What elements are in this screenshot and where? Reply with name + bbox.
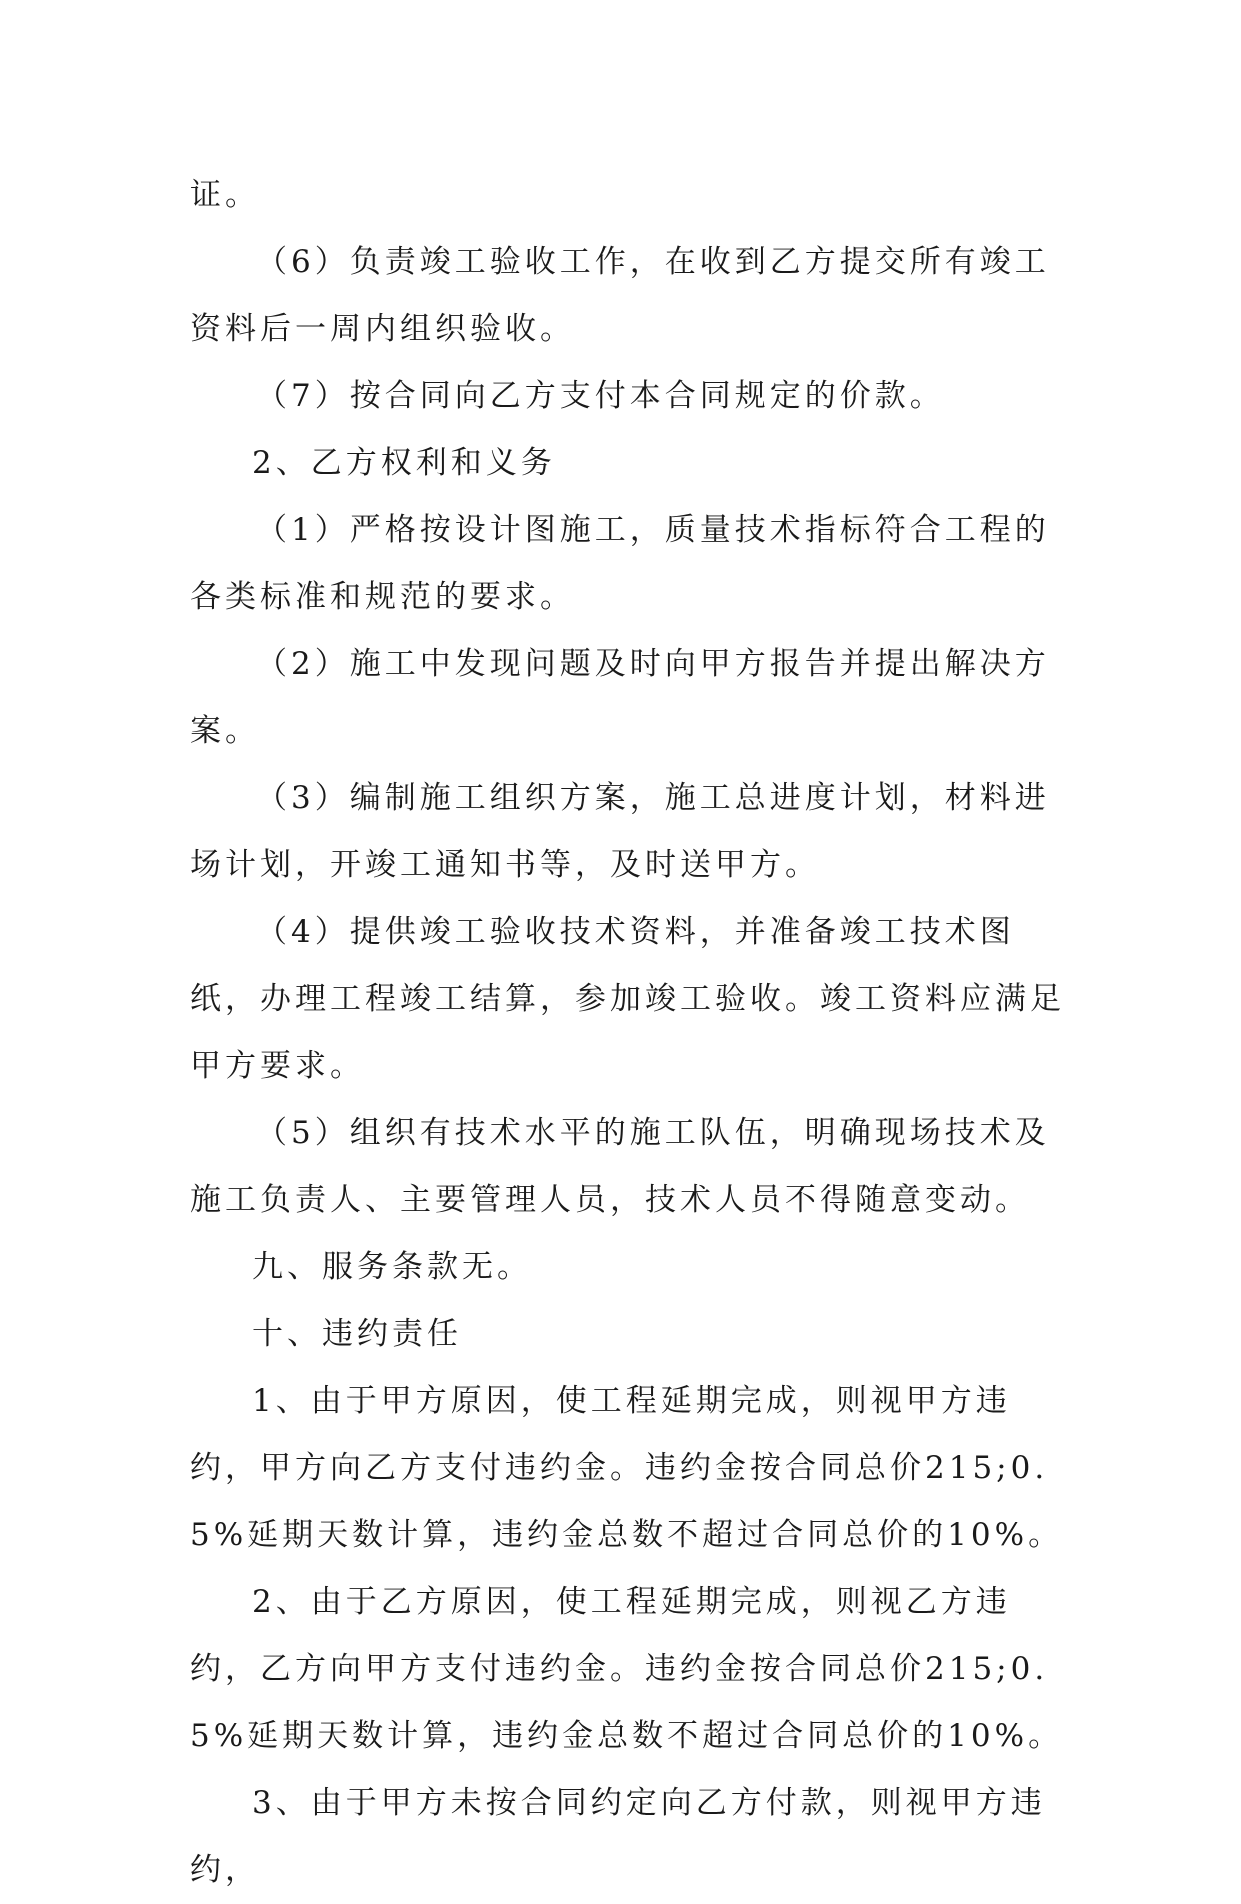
section-heading-service-terms: 九、服务条款无。 [252,1249,532,1285]
paragraph-liability-2: 2、由于乙方原因，使工程延期完成，则视乙方违约，乙方向甲方支付违约金。违约金按合同总价215;0.5%延期天数计算，违约金总数不超过合同总价的10%。 [190,1584,1064,1754]
paragraph-item-7: （7）按合同向乙方支付本合同规定的价款。 [256,378,945,414]
section-heading-liability: 十、违约责任 [252,1316,462,1352]
paragraph-b-item-5: （5）组织有技术水平的施工队伍，明确现场技术及施工负责人、主要管理人员，技术人员不得随意变动。 [190,1115,1050,1218]
paragraph-item-6: （6）负责竣工验收工作，在收到乙方提交所有竣工资料后一周内组织验收。 [190,244,1050,347]
section-heading-party-b: 2、乙方权利和义务 [252,445,556,481]
paragraph-liability-1: 1、由于甲方原因，使工程延期完成，则视甲方违约，甲方向乙方支付违约金。违约金按合同总价215;0.5%延期天数计算，违约金总数不超过合同总价的10%。 [190,1383,1064,1553]
document-body [190,162,1070,1904]
paragraph-liability-3: 3、由于甲方未按合同约定向乙方付款，则视甲方违约， [190,1785,1046,1888]
paragraph-continuation: 证。 [190,177,260,213]
paragraph-b-item-3: （3）编制施工组织方案，施工总进度计划，材料进场计划，开竣工通知书等，及时送甲方。 [190,780,1050,883]
paragraph-b-item-1: （1）严格按设计图施工，质量技术指标符合工程的各类标准和规范的要求。 [190,512,1050,615]
paragraph-b-item-2: （2）施工中发现问题及时向甲方报告并提出解决方案。 [190,646,1050,749]
paragraph-b-item-4: （4）提供竣工验收技术资料，并准备竣工技术图纸，办理工程竣工结算，参加竣工验收。竣工资料应满足甲方要求。 [190,914,1065,1084]
